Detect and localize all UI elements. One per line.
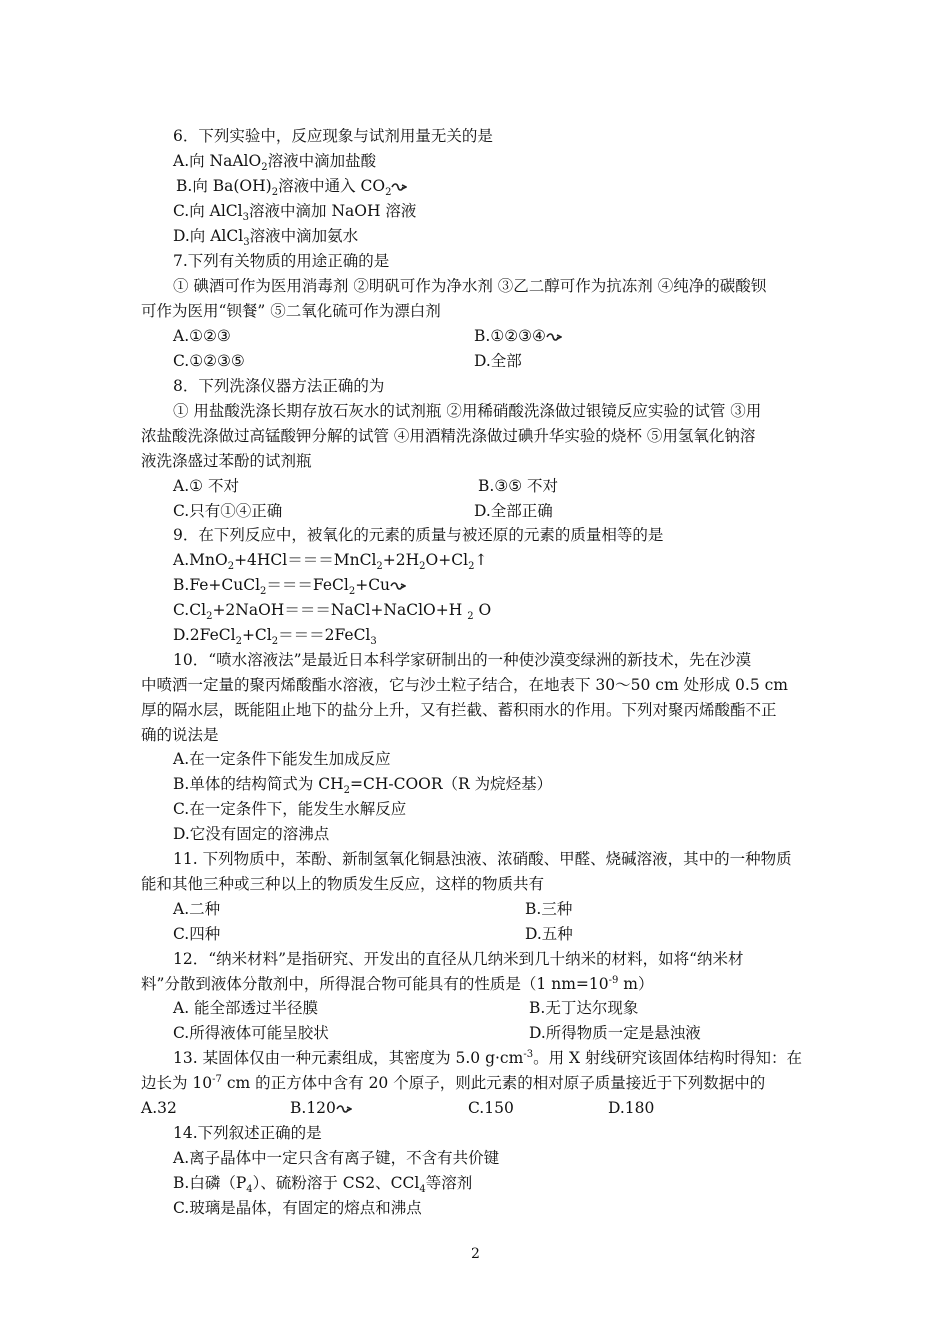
q9-option-b: B.Fe+CuCl$_2$＝＝＝FeCl$_2$+Cu (173, 574, 406, 596)
q12-option-b: B.无丁达尔现象 (529, 999, 639, 1017)
q10-option-c: C.在一定条件下，能发生水解反应 (173, 800, 407, 818)
answer-mark-icon (336, 1104, 352, 1114)
q7-option-c: C.①②③⑤ (173, 352, 245, 370)
q10-body-line2: 中喷洒一定量的聚丙烯酸酯水溶液，它与沙土粒子结合，在地表下 30～50 cm 处形成 0.5 cm (141, 676, 788, 694)
q14-option-a: A.离子晶体中一定只含有离子键，不含有共价键 (173, 1149, 500, 1167)
q13-option-a: A.32 (141, 1099, 177, 1117)
q6-stem: 6．下列实验中，反应现象与试剂用量无关的是 (173, 127, 493, 145)
q10-option-d: D.它没有固定的溶沸点 (173, 825, 330, 843)
q11-body-line1: 11. 下列物质中，苯酚、新制氢氧化铜悬浊液、浓硝酸、甲醛、烧碱溶液，其中的一种物质 (173, 850, 792, 868)
q7-body-line1: ① 碘酒可作为医用消毒剂 ②明矾可作为净水剂 ③乙二醇可作为抗冻剂 ④纯净的碳酸钡 (173, 277, 767, 295)
q6-option-a: A.向 NaAlO$_2$溶液中滴加盐酸 (173, 152, 377, 174)
q8-body-line2: 浓盐酸洗涤做过高锰酸钾分解的试管 ④用酒精洗涤做过碘升华实验的烧杯 ⑤用氢氧化钠溶 (141, 427, 756, 445)
q7-option-b: B.①②③④ (474, 325, 562, 347)
q12-body-line2: 料”分散到液体分散剂中，所得混合物可能具有的性质是（1 $nm=10^{-9}$ m） (141, 974, 654, 993)
q12-option-d: D.所得物质一定是悬浊液 (529, 1024, 701, 1042)
q6-option-b: B.向 $Ba(OH)_2$溶液中通入 $CO_2$ (176, 175, 407, 197)
q11-option-c: C.四种 (173, 925, 221, 943)
q8-body-line3: 液洗涤盛过苯酚的试剂瓶 (141, 452, 312, 470)
q10-body-line4: 确的说法是 (141, 726, 219, 744)
q7-option-d: D.全部 (474, 352, 522, 370)
answer-mark-icon (390, 581, 406, 591)
q13-body-line2: 边长为 $10^{-7}$ cm 的正方体中含有 20 个原子，则此元素的相对原子质量接近于下列数据中的 (141, 1073, 766, 1092)
q12-body-line1: 12．“纳米材料”是指研究、开发出的直径从几纳米到几十纳米的材料，如将“纳米材 (173, 950, 744, 968)
q14-option-b: B.白磷$(P_4)$、硫粉溶于 CS2、CCl$_4$等溶剂 (173, 1174, 473, 1196)
q8-option-b: B.③⑤ 不对 (478, 477, 559, 495)
q12-option-c: C.所得液体可能呈胶状 (173, 1024, 329, 1042)
q7-option-a: A.①②③ (173, 327, 231, 345)
q10-body-line1: 10．“喷水溶液法”是最近日本科学家研制出的一种使沙漠变绿洲的新技术，先在沙漠 (173, 651, 752, 669)
q6-option-c: C.向 AlCl$_3$溶液中滴加 NaOH 溶液 (173, 202, 417, 224)
q11-body-line2: 能和其他三种或三种以上的物质发生反应，这样的物质共有 (141, 875, 545, 893)
q14-stem: 14.下列叙述正确的是 (173, 1124, 322, 1142)
q8-option-c: C.只有①④正确 (173, 502, 283, 520)
q7-body-line2: 可作为医用“钡餐” ⑤二氧化硫可作为漂白剂 (141, 302, 441, 320)
q12-option-a: A. 能全部透过半径膜 (173, 999, 319, 1017)
answer-mark-icon (546, 332, 562, 342)
q10-body-line3: 厚的隔水层，既能阻止地下的盐分上升，又有拦截、蓄积雨水的作用。下列对聚丙烯酸酯不正 (141, 701, 777, 719)
q9-option-a: $A.MnO_2+4HCl===MnCl_2+2H_2O+Cl_2↑$ (173, 551, 488, 573)
q8-stem: 8．下列洗涤仪器方法正确的为 (173, 377, 385, 395)
q13-option-c: C.150 (468, 1099, 514, 1117)
q13-option-b: B.120 (290, 1097, 352, 1119)
q9-option-d: $D.2FeCl_2+Cl_2===2FeCl_3$ (173, 626, 377, 648)
q14-option-c: C.玻璃是晶体，有固定的熔点和沸点 (173, 1199, 422, 1217)
q8-option-a: A.① 不对 (173, 477, 239, 495)
answer-mark-icon (391, 182, 407, 192)
q6-option-d: D.向 AlCl$_3$溶液中滴加氨水 (173, 227, 359, 249)
page-number: 2 (471, 1246, 480, 1262)
q11-option-b: B.三种 (525, 900, 573, 918)
q9-option-c: $C.Cl_2+2NaOH===NaCl+NaClO+H$ $_2$ O (173, 601, 492, 623)
q7-stem: 7.下列有关物质的用途正确的是 (173, 252, 390, 270)
q11-option-a: A.二种 (173, 900, 221, 918)
q10-option-b: B.单体的结构简式为 $CH_2=CH-COOR(R$ 为烷烃基） (173, 775, 553, 797)
q8-body-line1: ① 用盐酸洗涤长期存放石灰水的试剂瓶 ②用稀硝酸洗涤做过银镜反应实验的试管 ③用 (173, 402, 762, 420)
q13-body-line1: 13. 某固体仅由一种元素组成，其密度为 5.0 $g\cdot cm^{-3}$。用 X 射线研究该固体结构时得知：在 (173, 1048, 802, 1067)
q10-option-a: A.在一定条件下能发生加成反应 (173, 750, 391, 768)
q8-option-d: D.全部正确 (474, 502, 553, 520)
q11-option-d: D.五种 (525, 925, 573, 943)
q13-option-d: D.180 (608, 1099, 655, 1117)
q9-stem: 9．在下列反应中，被氧化的元素的质量与被还原的元素的质量相等的是 (173, 526, 664, 544)
